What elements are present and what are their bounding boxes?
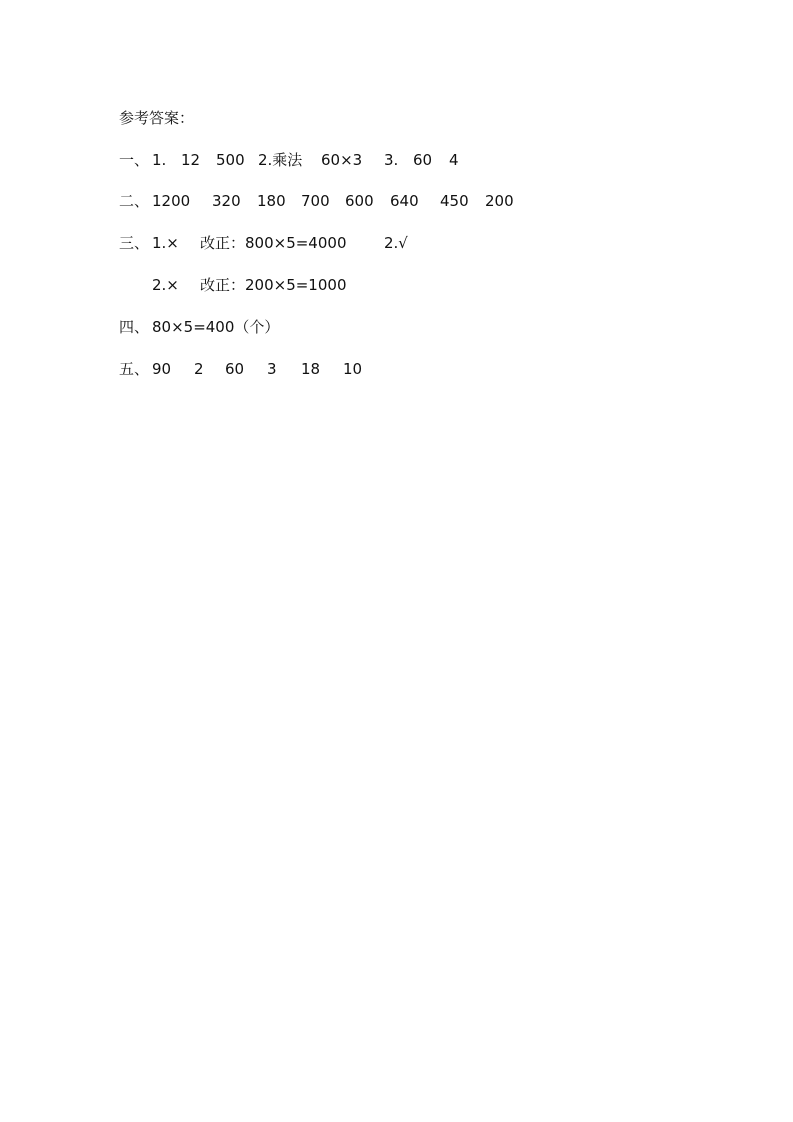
section-3-answer: 2.× xyxy=(152,276,179,294)
section-1-line xyxy=(119,149,539,171)
section-4-answer: 80×5=400（个） xyxy=(152,318,280,336)
answer-key xyxy=(119,107,679,378)
section-2-item: 200 xyxy=(485,192,514,210)
section-2-item: 450 xyxy=(440,192,469,210)
section-3-prefix: 三、 xyxy=(119,234,150,252)
section-5-item: 10 xyxy=(343,360,363,378)
section-2-item: 180 xyxy=(257,192,286,210)
section-2-prefix: 二、 xyxy=(119,192,150,210)
section-1-item: 12 xyxy=(181,151,201,169)
section-3-line-2 xyxy=(119,274,359,296)
section-2-item: 1200 xyxy=(152,192,191,210)
section-3-correction: 改正：800×5=4000 xyxy=(200,234,347,252)
section-4-line xyxy=(119,316,319,338)
section-3-answer: 1.× xyxy=(152,234,179,252)
section-5-item: 90 xyxy=(152,360,172,378)
section-2-line xyxy=(119,190,559,212)
section-5-item: 3 xyxy=(267,360,277,378)
section-2-item: 700 xyxy=(301,192,330,210)
section-5-item: 18 xyxy=(301,360,321,378)
section-1-item: 2.乘法 xyxy=(258,151,303,169)
section-5-line xyxy=(119,358,399,380)
section-2-item: 320 xyxy=(212,192,241,210)
section-1-item: 60×3 xyxy=(321,151,363,169)
section-2-item: 600 xyxy=(345,192,374,210)
section-1-item: 500 xyxy=(216,151,245,169)
section-3-line-1 xyxy=(119,232,439,254)
section-4-prefix: 四、 xyxy=(119,318,150,336)
section-3-answer: 2.√ xyxy=(384,234,408,252)
section-5-prefix: 五、 xyxy=(119,360,150,378)
section-1-item: 60 xyxy=(413,151,433,169)
section-1-prefix: 一、 xyxy=(119,151,150,169)
section-2-item: 640 xyxy=(390,192,419,210)
section-5-item: 60 xyxy=(225,360,245,378)
section-3-correction: 改正：200×5=1000 xyxy=(200,276,347,294)
section-1-item: 4 xyxy=(449,151,459,169)
section-1-item: 1. xyxy=(152,151,167,169)
section-1-item: 3. xyxy=(384,151,399,169)
section-5-item: 2 xyxy=(194,360,204,378)
answer-key-title: 参考答案： xyxy=(119,109,195,127)
